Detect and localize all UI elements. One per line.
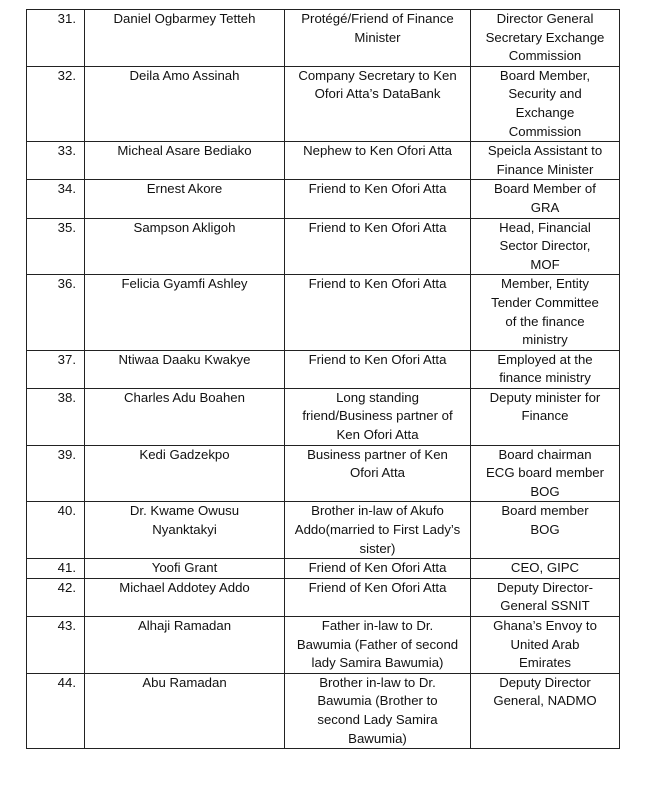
person-name: Charles Adu Boahen xyxy=(85,388,285,445)
table-row xyxy=(27,180,620,218)
table-row xyxy=(27,673,620,748)
person-name: Ntiwaa Daaku Kwakye xyxy=(85,350,285,388)
person-name: Ernest Akore xyxy=(85,180,285,218)
row-number: 31. xyxy=(27,10,85,67)
person-name: Kedi Gadzekpo xyxy=(85,445,285,502)
relationship: Father in-law to Dr. Bawumia (Father of second lady Samira Bawumia) xyxy=(285,617,471,674)
appointed-position: CEO, GIPC xyxy=(471,559,620,579)
table-row xyxy=(27,578,620,616)
relationship: Friend to Ken Ofori Atta xyxy=(285,180,471,218)
relationship: Friend of Ken Ofori Atta xyxy=(285,578,471,616)
person-name: Dr. Kwame Owusu Nyanktakyi xyxy=(85,502,285,559)
person-name: Yoofi Grant xyxy=(85,559,285,579)
appointed-position: Deputy Director- General SSNIT xyxy=(471,578,620,616)
appointed-position: Deputy Director General, NADMO xyxy=(471,673,620,748)
appointed-position: Head, Financial Sector Director, MOF xyxy=(471,218,620,275)
table-row xyxy=(27,445,620,502)
row-number: 37. xyxy=(27,350,85,388)
table-row xyxy=(27,218,620,275)
appointed-position: Board Member, Security and Exchange Commission xyxy=(471,66,620,141)
table-row xyxy=(27,388,620,445)
relationship: Business partner of Ken Ofori Atta xyxy=(285,445,471,502)
row-number: 43. xyxy=(27,617,85,674)
appointed-position: Member, Entity Tender Committee of the finance ministry xyxy=(471,275,620,350)
person-name: Abu Ramadan xyxy=(85,673,285,748)
relationship: Brother in-law of Akufo Addo(married to First Lady’s sister) xyxy=(285,502,471,559)
appointed-position: Ghana’s Envoy to United Arab Emirates xyxy=(471,617,620,674)
person-name: Michael Addotey Addo xyxy=(85,578,285,616)
appointed-position: Speicla Assistant to Finance Minister xyxy=(471,142,620,180)
relationship: Friend of Ken Ofori Atta xyxy=(285,559,471,579)
table-row xyxy=(27,142,620,180)
appointed-position: Deputy minister for Finance xyxy=(471,388,620,445)
table-body xyxy=(27,10,620,749)
person-name: Alhaji Ramadan xyxy=(85,617,285,674)
relationship: Nephew to Ken Ofori Atta xyxy=(285,142,471,180)
relationship: Friend to Ken Ofori Atta xyxy=(285,350,471,388)
row-number: 39. xyxy=(27,445,85,502)
table-row xyxy=(27,502,620,559)
relationship: Brother in-law to Dr. Bawumia (Brother to second Lady Samira Bawumia) xyxy=(285,673,471,748)
person-name: Deila Amo Assinah xyxy=(85,66,285,141)
row-number: 34. xyxy=(27,180,85,218)
row-number: 33. xyxy=(27,142,85,180)
table-row xyxy=(27,617,620,674)
relationship: Company Secretary to Ken Ofori Atta’s DataBank xyxy=(285,66,471,141)
row-number: 32. xyxy=(27,66,85,141)
row-number: 41. xyxy=(27,559,85,579)
row-number: 38. xyxy=(27,388,85,445)
appointees-table xyxy=(26,9,620,749)
row-number: 40. xyxy=(27,502,85,559)
appointed-position: Director General Secretary Exchange Commission xyxy=(471,10,620,67)
person-name: Daniel Ogbarmey Tetteh xyxy=(85,10,285,67)
appointed-position: Board Member of GRA xyxy=(471,180,620,218)
table-row xyxy=(27,350,620,388)
person-name: Sampson Akligoh xyxy=(85,218,285,275)
row-number: 44. xyxy=(27,673,85,748)
table-row xyxy=(27,66,620,141)
person-name: Felicia Gyamfi Ashley xyxy=(85,275,285,350)
row-number: 35. xyxy=(27,218,85,275)
appointed-position: Employed at the finance ministry xyxy=(471,350,620,388)
appointed-position: Board member BOG xyxy=(471,502,620,559)
relationship: Friend to Ken Ofori Atta xyxy=(285,218,471,275)
table-row xyxy=(27,10,620,67)
relationship: Long standing friend/Business partner of Ken Ofori Atta xyxy=(285,388,471,445)
relationship: Friend to Ken Ofori Atta xyxy=(285,275,471,350)
row-number: 42. xyxy=(27,578,85,616)
person-name: Micheal Asare Bediako xyxy=(85,142,285,180)
table-row xyxy=(27,275,620,350)
table-row xyxy=(27,559,620,579)
row-number: 36. xyxy=(27,275,85,350)
relationship: Protégé/Friend of Finance Minister xyxy=(285,10,471,67)
appointed-position: Board chairman ECG board member BOG xyxy=(471,445,620,502)
